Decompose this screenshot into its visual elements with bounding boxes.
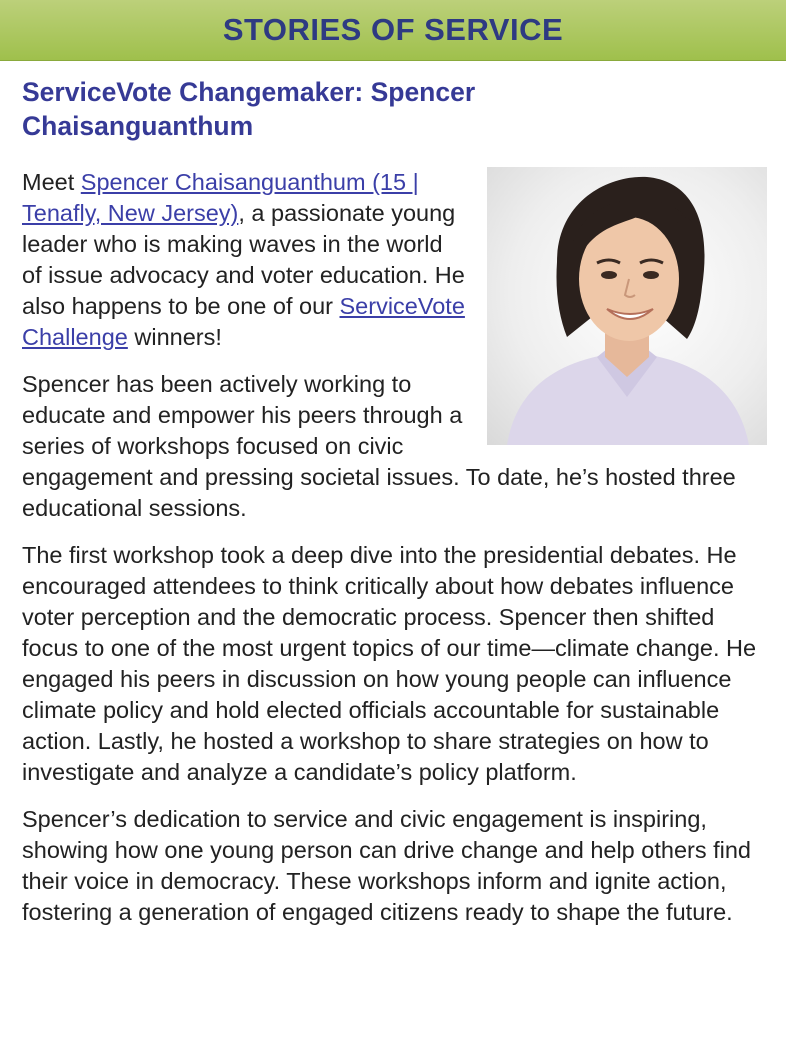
banner-title: STORIES OF SERVICE	[222, 12, 564, 47]
article	[0, 61, 786, 928]
article-headline: ServiceVote Changemaker: Spencer Chaisanguanthum	[22, 77, 476, 141]
portrait-photo	[487, 167, 767, 445]
intro-text-start: Meet	[22, 169, 81, 195]
closing-paragraph: Spencer’s dedication to service and civic engagement is inspiring, showing how one young person can drive change and help others find their voice in democracy. These workshops inform and ignite action, fostering a generation of engaged citizens ready to shape the future.	[22, 806, 752, 925]
servicevote-challenge-link[interactable]: ServiceVote Challenge	[22, 293, 465, 350]
banner	[0, 0, 786, 61]
intro-text-end: winners!	[127, 324, 222, 350]
workshops-paragraph: Spencer has been actively working to educate and empower his peers through a series of workshops focused on civic engagement and pressing societal issues. To date, he’s hosted three educational sessions.	[22, 371, 736, 521]
spencer-profile-link[interactable]: Spencer Chaisanguanthum (15 | Tenafly, New Jersey)	[22, 169, 419, 226]
intro-text-middle: , a passionate young leader who is making waves in the world of issue advocacy and voter education. He also happens to be one of our	[22, 200, 465, 319]
workshop-details-paragraph: The first workshop took a deep dive into the presidential debates. He encouraged attendees to think critically about how debates influence voter perception and the democratic process. Spencer then shifted focus to one of the most urgent topics of our time—climate change. He engaged his peers in discussion on how young people can influence climate policy and hold elected officials accountable for sustainable action. Lastly, he hosted a workshop to share strategies on how to investigate and analyze a candidate’s policy platform.	[22, 542, 757, 785]
